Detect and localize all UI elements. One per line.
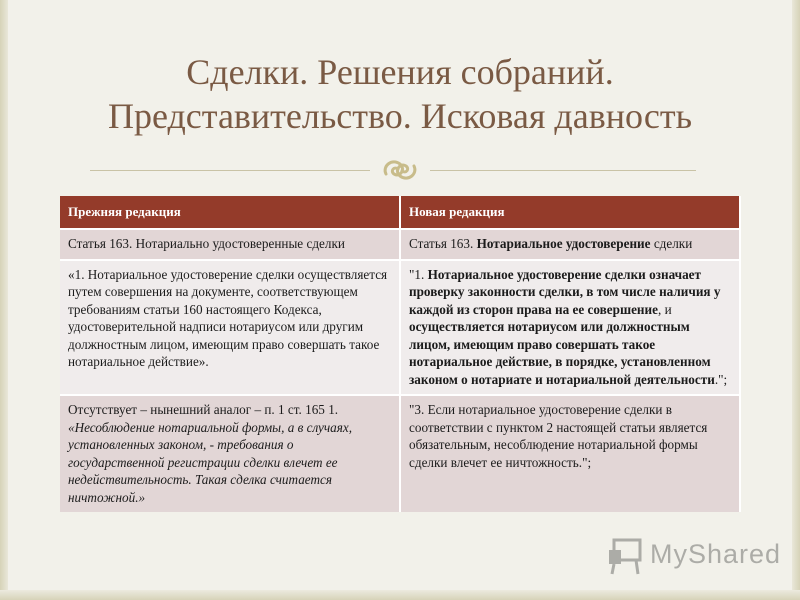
right-frame-border xyxy=(792,0,800,600)
watermark-logo xyxy=(606,536,782,576)
decorative-scroll-icon xyxy=(380,152,420,188)
new-text-bold: Нотариальное удостоверение xyxy=(476,236,651,251)
old-text-plain: Отсутствует – нынешний аналог – п. 1 ст. 165 1. xyxy=(68,402,339,417)
table-row xyxy=(60,229,740,260)
left-frame-border xyxy=(0,0,8,600)
bottom-frame-border xyxy=(0,590,800,600)
new-text-bold: Нотариальное удостоверение сделки означает проверку законности сделки, в том числе наличия у каждой из сторон права на ее совершение xyxy=(409,266,721,317)
new-edition-cell: "3. Если нотариальное удостоверение сделки в соответствии с пунктом 2 настоящей статьи является обязательным, несоблюдение нотариальной формы сделки влечет ее ничтожность."; xyxy=(400,395,740,512)
title-line-2: Представительство. Исковая давность xyxy=(107,96,693,136)
title-divider-left xyxy=(90,170,370,171)
watermark-text: MyShared xyxy=(650,539,782,569)
new-text-plain: "1. xyxy=(409,266,428,282)
table-header-row xyxy=(60,196,740,229)
header-new-edition: Новая редакция xyxy=(400,196,740,229)
new-text-plain: , и xyxy=(657,301,672,317)
old-edition-cell: «1. Нотариальное удостоверение сделки осуществляется путем совершения на документе, соответствующем требованиям статьи 160 настоящего Кодекса, удостоверительной надписи нотариусом или другим должностным лицом, имеющим право совершать такое нотариальное действие». xyxy=(60,260,400,396)
title-divider-right xyxy=(430,170,696,171)
presentation-board-icon xyxy=(606,536,646,576)
new-text-plain: сделки xyxy=(650,236,693,251)
title-line-1: Сделки. Решения собраний. xyxy=(186,52,614,92)
new-edition-cell xyxy=(400,229,740,260)
table-row xyxy=(60,260,740,396)
old-text-italic: «Несоблюдение нотариальной формы, а в случаях, установленных законом, - требования о государственной регистрации сделки влечет ее недействительность. Такая сделка считается ничтожной.» xyxy=(68,419,353,505)
new-text-plain: ."; xyxy=(714,371,728,387)
slide-title xyxy=(40,50,760,138)
old-edition-cell xyxy=(60,395,400,512)
old-edition-cell: Статья 163. Нотариально удостоверенные сделки xyxy=(60,229,400,260)
new-text-plain: Статья 163. xyxy=(409,236,477,251)
comparison-table xyxy=(60,196,741,512)
header-old-edition: Прежняя редакция xyxy=(60,196,400,229)
table-row xyxy=(60,395,740,512)
new-text-bold: осуществляется нотариусом или должностным лицом, имеющим право совершать такое нотариальное действие, в порядке, установленном законом о нотариате и нотариальной деятельности xyxy=(409,319,715,387)
new-edition-cell xyxy=(400,260,740,396)
